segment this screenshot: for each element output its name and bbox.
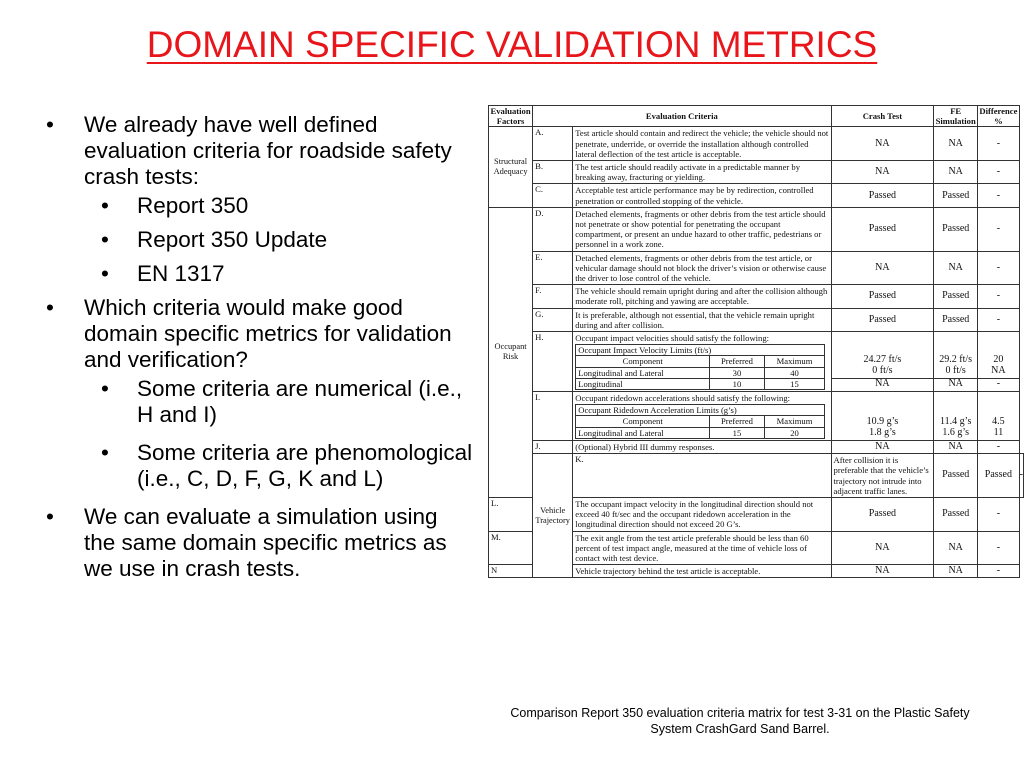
- difference-value: -: [978, 207, 1020, 251]
- column-header: Crash Test: [831, 106, 934, 127]
- value-2: NA: [948, 377, 963, 389]
- table-row: [489, 454, 1024, 498]
- fe-simulation-value: Passed: [934, 285, 978, 308]
- table-row: [489, 184, 1024, 207]
- fe-simulation-value: 11.4 g’s 1.6 g’s: [934, 392, 978, 441]
- criterion-letter: B.: [533, 161, 573, 184]
- table-header-row: [489, 106, 1024, 127]
- subtable-caption: Occupant Impact Velocity Limits (ft/s): [576, 345, 825, 356]
- difference-value: -: [978, 251, 1020, 285]
- crash-test-value: Passed: [831, 285, 934, 308]
- difference-value: -: [978, 161, 1020, 184]
- factor-cell: Structural Adequacy: [489, 127, 533, 207]
- subtable-header: Preferred: [710, 356, 765, 367]
- factor-cell: Occupant Risk: [489, 207, 533, 497]
- difference-value: [978, 332, 1020, 392]
- criterion-letter: L.: [489, 497, 533, 531]
- subtable-preferred: 15: [710, 427, 765, 438]
- criterion-text: Vehicle trajectory behind the test article is acceptable.: [573, 565, 831, 578]
- subtable-preferred: 30: [710, 367, 765, 378]
- criterion-text: After collision it is preferable that the vehicle’s trajectory not intrude into adjacent traffic lanes.: [831, 454, 934, 498]
- sub-bullet-item: • Some criteria are numerical (i.e., H and I): [44, 376, 474, 428]
- fe-simulation-value: NA: [934, 161, 978, 184]
- slide-title-text: DOMAIN SPECIFIC VALIDATION METRICS: [146, 24, 878, 65]
- table-row: [489, 308, 1024, 331]
- fe-simulation-value: Passed: [934, 207, 978, 251]
- criterion-h-text: Occupant impact velocities should satisfy the following:: [575, 333, 770, 344]
- criterion-text: Test article should contain and redirect the vehicle; the vehicle should not penetrate, underride, or override the installation although controlled lateral deflection of the test article is acceptable.: [573, 127, 831, 161]
- criterion-text: Detached elements, fragments or other debris from the test article, or vehicular damage should not block the driver’s vision or otherwise cause the driver to lose control of the vehicle.: [573, 251, 831, 285]
- crash-test-value: 10.9 g’s 1.8 g’s: [831, 392, 934, 441]
- fe-simulation-value: NA: [934, 251, 978, 285]
- criterion-text: It is preferable, although not essential, that the vehicle remain upright during and after collision.: [573, 308, 831, 331]
- criterion-text: (Optional) Hybrid III dummy responses.: [573, 440, 831, 453]
- subtable-component: Longitudinal and Lateral: [576, 427, 710, 438]
- crash-test-value: Passed: [831, 207, 934, 251]
- table-row: [489, 161, 1024, 184]
- value-2: -: [996, 377, 1001, 389]
- table-caption: Comparison Report 350 evaluation criteria matrix for test 3-31 on the Plastic Safety System CrashGard Sand Barrel.: [510, 706, 970, 736]
- slide-title: [0, 24, 1024, 66]
- criterion-text: Acceptable test article performance may be by redirection, controlled penetration or controlled stopping of the vehicle.: [573, 184, 831, 207]
- subtable-maximum: 20: [764, 427, 824, 438]
- crash-test-value: NA: [831, 251, 934, 285]
- table-row: [489, 207, 1024, 251]
- subtable-component: Longitudinal: [576, 378, 710, 389]
- subtable-preferred: 10: [710, 378, 765, 389]
- table-row: [489, 392, 1024, 441]
- fe-simulation-value: NA: [934, 565, 978, 578]
- crash-test-value: NA: [831, 440, 934, 453]
- fe-simulation-value: Passed: [934, 308, 978, 331]
- criterion-text: [573, 392, 831, 441]
- difference-value: -: [978, 308, 1020, 331]
- value-2: NA: [875, 377, 890, 389]
- crash-test-value: Passed: [831, 497, 934, 531]
- value-1: 29.2 ft/s 0 ft/s: [934, 355, 977, 378]
- subtable-header: Component: [576, 356, 710, 367]
- crash-test-value: Passed: [831, 184, 934, 207]
- sub-bullet-item: • Some criteria are phenomological (i.e., C, D, F, G, K and L): [44, 440, 474, 492]
- column-header: Evaluation Factors: [490, 106, 531, 127]
- velocity-limits-subtable: [575, 344, 825, 390]
- difference-value: -: [978, 184, 1020, 207]
- criterion-text: The occupant impact velocity in the longitudinal direction should not exceed 40 ft/sec and the occupant ridedown acceleration in the longitudinal direction should not exceed 20 G’s.: [573, 497, 831, 531]
- criterion-letter: K.: [573, 454, 831, 498]
- criterion-text: The test article should readily activate in a predictable manner by breaking away, fracturing or yielding.: [573, 161, 831, 184]
- subtable-maximum: 15: [764, 378, 824, 389]
- criterion-text: Detached elements, fragments or other debris from the test article should not penetrate or show potential for penetrating the occupant compartment, or present an undue hazard to other traffic, pedestrians or personnel in a work zone.: [573, 207, 831, 251]
- difference-value: -: [978, 127, 1020, 161]
- crash-test-value: NA: [831, 565, 934, 578]
- crash-test-value: Passed: [934, 454, 978, 498]
- subtable-header: Maximum: [764, 416, 824, 427]
- fe-simulation-value: [934, 332, 978, 392]
- bullet-item: • We already have well defined evaluation criteria for roadside safety crash tests:: [44, 112, 474, 190]
- criterion-text: [573, 332, 831, 392]
- criterion-letter: D.: [533, 207, 573, 251]
- criterion-letter: F.: [533, 285, 573, 308]
- column-header: FE Simulation: [935, 106, 976, 127]
- bullet-item: • Which criteria would make good domain specific metrics for validation and verification?: [44, 295, 474, 373]
- criterion-i-text: Occupant ridedown accelerations should satisfy the following:: [575, 393, 791, 404]
- table-row: [489, 127, 1024, 161]
- difference-value: -: [978, 285, 1020, 308]
- criterion-letter: C.: [533, 184, 573, 207]
- column-header: Evaluation Criteria: [533, 106, 831, 127]
- factor-cell: Vehicle Trajectory: [533, 454, 573, 578]
- bullet-item: • We can evaluate a simulation using the same domain specific metrics as we use in crash tests.: [44, 504, 474, 582]
- evaluation-criteria-table: [488, 105, 1024, 578]
- criterion-letter: G.: [533, 308, 573, 331]
- crash-test-value: NA: [831, 127, 934, 161]
- crash-test-value: [831, 332, 934, 392]
- sub-bullet-item: • Report 350 Update: [44, 227, 474, 253]
- ridedown-limits-subtable: [575, 404, 825, 439]
- difference-value: -: [978, 531, 1020, 565]
- crash-test-value: NA: [831, 531, 934, 565]
- criterion-text: The exit angle from the test article preferable should be less than 60 percent of test impact angle, measured at the time of vehicle loss of contact with test device.: [573, 531, 831, 565]
- table-row: [489, 251, 1024, 285]
- criterion-letter: N: [489, 565, 533, 578]
- table-row: [489, 332, 1024, 392]
- criterion-letter: E.: [533, 251, 573, 285]
- table-row: [489, 440, 1024, 453]
- subtable-component: Longitudinal and Lateral: [576, 367, 710, 378]
- criterion-letter: H.: [533, 332, 573, 392]
- difference-value: -: [1019, 454, 1023, 498]
- difference-value: 4.5 11: [978, 392, 1020, 441]
- fe-simulation-value: NA: [934, 440, 978, 453]
- column-header: Difference %: [979, 106, 1018, 127]
- fe-simulation-value: Passed: [978, 454, 1020, 498]
- crash-test-value: NA: [831, 161, 934, 184]
- sub-bullet-item: • Report 350: [44, 193, 474, 219]
- crash-test-value: Passed: [831, 308, 934, 331]
- criterion-letter: J.: [533, 440, 573, 453]
- difference-value: -: [978, 565, 1020, 578]
- subtable-header: Maximum: [764, 356, 824, 367]
- criterion-letter: I.: [533, 392, 573, 441]
- fe-simulation-value: NA: [934, 127, 978, 161]
- fe-simulation-value: Passed: [934, 497, 978, 531]
- difference-value: -: [978, 497, 1020, 531]
- sub-bullet-item: • EN 1317: [44, 261, 474, 287]
- subtable-header: Preferred: [710, 416, 765, 427]
- difference-value: -: [978, 440, 1020, 453]
- fe-simulation-value: NA: [934, 531, 978, 565]
- subtable-header: Component: [576, 416, 710, 427]
- criterion-letter: M.: [489, 531, 533, 565]
- criterion-text: The vehicle should remain upright during and after the collision although moderate roll, pitching and yawing are acceptable.: [573, 285, 831, 308]
- subtable-caption: Occupant Ridedown Acceleration Limits (g’s): [576, 405, 825, 416]
- subtable-maximum: 40: [764, 367, 824, 378]
- criterion-letter: A.: [533, 127, 573, 161]
- value-1: 20 NA: [978, 355, 1019, 378]
- bullet-list: [44, 112, 474, 585]
- value-1: 24.27 ft/s 0 ft/s: [832, 355, 934, 378]
- fe-simulation-value: Passed: [934, 184, 978, 207]
- table-row: [489, 285, 1024, 308]
